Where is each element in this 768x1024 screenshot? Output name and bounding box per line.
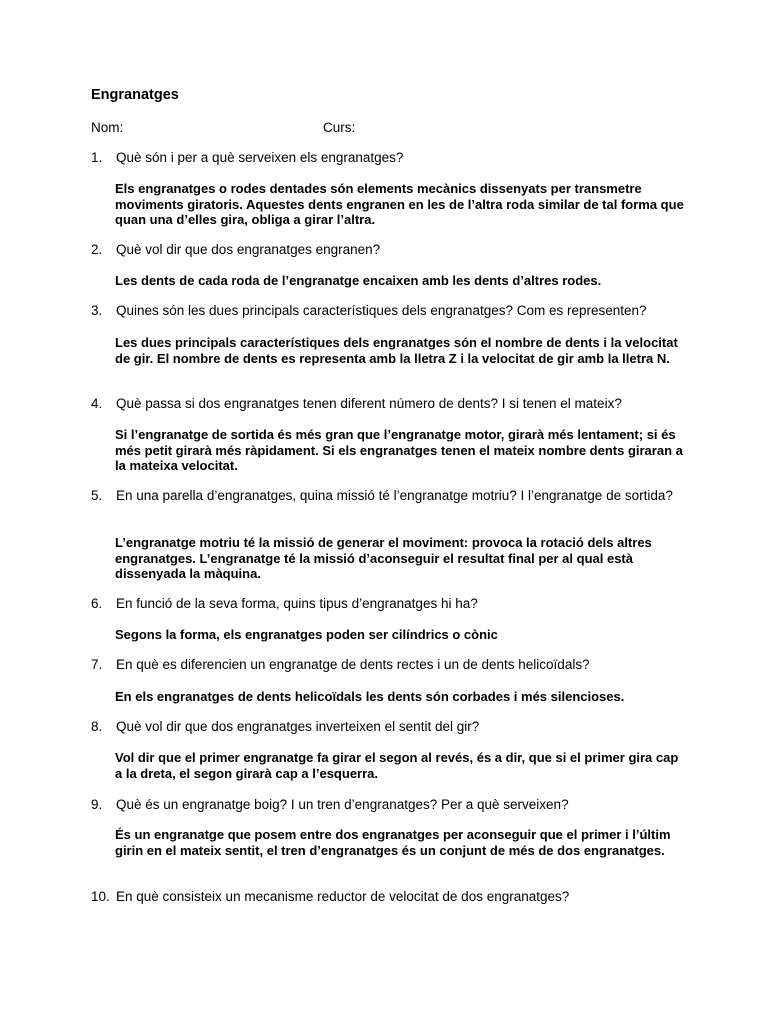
answer-3: Les dues principals característiques dels engranatges són el nombre de dents i la velocitat de gir. El nombre de dents es representa amb la lletra Z i la velocitat de gir amb la lletra N. [115,335,678,366]
question-3 [91,303,691,320]
question-6 [91,596,691,613]
question-8 [91,719,691,736]
answer-5: L’engranatge motriu té la missió de generar el moviment: provoca la rotació dels altres engranatges. L’engranatge té la missió d’aconseguir el resultat final per al qual està dissenyada la màquina. [115,535,652,581]
question-text: En què consisteix un mecanisme reductor de velocitat de dos engranatges? [116,889,570,904]
answer-1: Els engranatges o rodes dentades són elements mecànics dissenyats per transmetre moviments giratoris. Aquestes dents engranen en les de l’altra roda similar de tal forma que quan una d’elles gira, obliga a girar l’altra. [115,181,684,227]
question-text: En què es diferencien un engranatge de dents rectes i un de dents helicoïdals? [116,657,590,672]
question-number: 9. [91,797,103,812]
question-number: 6. [91,596,103,611]
course-field-label: Curs: [323,120,356,135]
question-text: Què és un engranatge boig? I un tren d’engranatges? Per a què serveixen? [116,797,569,812]
question-text: Què vol dir que dos engranatges engranen? [116,242,381,257]
name-field-label: Nom: [91,120,124,135]
question-number: 8. [91,719,103,734]
question-9 [91,797,691,814]
answer-9: És un engranatge que posem entre dos engranatges per aconseguir que el primer i l’últim girin en el mateix sentit, el tren d’engranatges és un conjunt de més de dos engranatges. [115,827,671,858]
question-4 [91,396,691,413]
question-number: 4. [91,396,103,411]
question-number: 10. [91,889,110,904]
answer-8: Vol dir que el primer engranatge fa girar el segon al revés, és a dir, que si el primer gira cap a la dreta, el segon girarà cap a l’esquerra. [115,750,679,781]
document-title: Engranatges [91,87,179,103]
answer-2: Les dents de cada roda de l’engranatge encaixen amb les dents d’altres rodes. [115,273,602,288]
question-1 [91,150,691,167]
question-text: En funció de la seva forma, quins tipus d’engranatges hi ha? [116,596,478,611]
question-text: Quines són les dues principals característiques dels engranatges? Com es representen? [116,303,647,318]
question-7 [91,657,691,674]
answer-6: Segons la forma, els engranatges poden ser cilíndrics o cònic [115,627,498,642]
question-10 [91,889,691,906]
question-number: 3. [91,303,103,318]
question-text: Què passa si dos engranatges tenen diferent número de dents? I si tenen el mateix? [116,396,622,411]
question-text: Què són i per a què serveixen els engranatges? [116,150,404,165]
question-2 [91,242,691,259]
question-5 [91,488,691,505]
question-text: Què vol dir que dos engranatges inverteixen el sentit del gir? [116,719,480,734]
answer-7: En els engranatges de dents helicoïdals les dents són corbades i més silencioses. [115,689,625,704]
question-number: 2. [91,242,103,257]
question-number: 1. [91,150,103,165]
question-number: 5. [91,488,103,503]
question-number: 7. [91,657,103,672]
question-text: En una parella d’engranatges, quina missió té l’engranatge motriu? I l’engranatge de sortida? [116,488,673,503]
answer-4: Si l’engranatge de sortida és més gran que l’engranatge motor, girarà més lentament; si és més petit girarà més ràpidament. Si els engranatges tenen el mateix nombre dents giraran a la mateixa velocitat. [115,427,683,473]
